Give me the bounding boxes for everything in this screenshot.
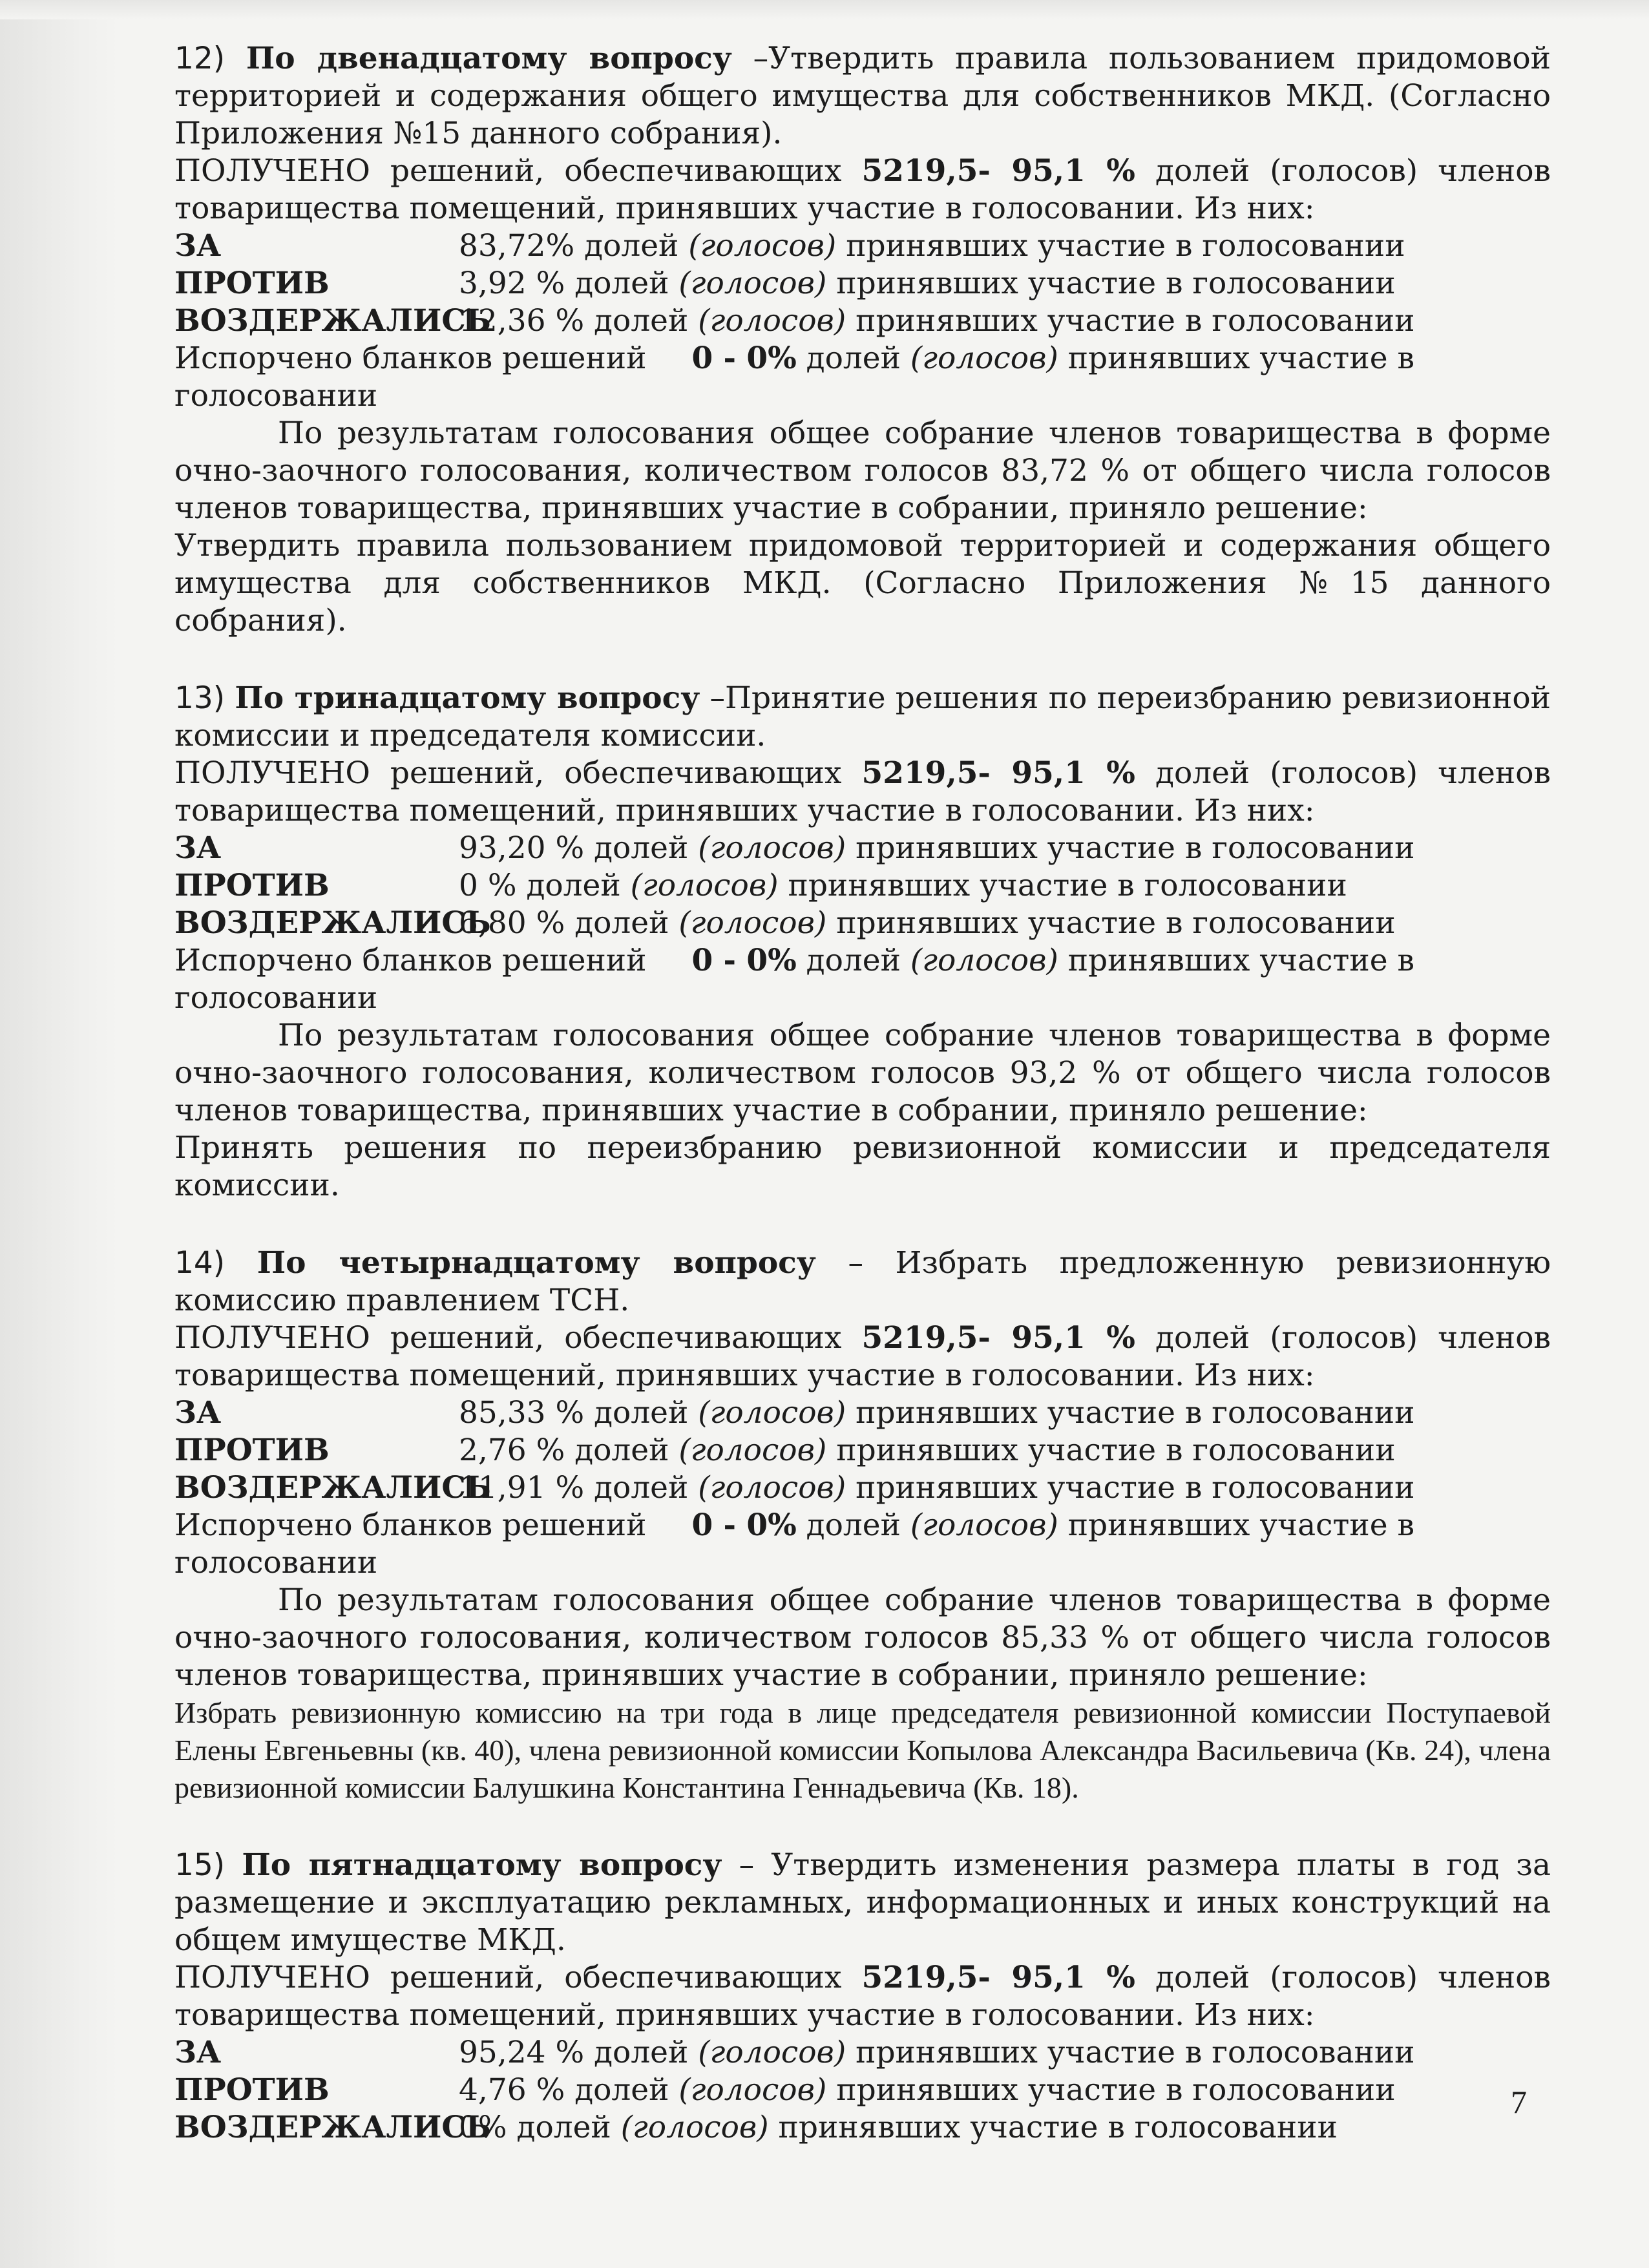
vote-against-row: ПРОТИВ 2,76 % долей (голосов) принявших участие в голосовании [174, 1433, 1396, 1468]
question-15-section [174, 1847, 1551, 2147]
decision-paragraph: Избрать ревизионную комиссию на три года в лице председателя ревизионной комиссии Поступаевой Елены Евгеньевны (кв. 40), члена ревизионной комиссии Копылова Александра Васильевича (Кв. 24), члена ревизионной комиссии Балушкина Константина Геннадьевича (Кв. 18). [174, 1696, 1551, 1804]
result-paragraph: По результатам голосования общее собрание членов товарищества в форме очно-заочного голосования, количеством голосов 85,33 % от общего числа голосов членов товарищества, принявших участие в собрании, приняло решение: [174, 1582, 1551, 1693]
vote-for-row: ЗА 85,33 % долей (голосов) принявших участие в голосовании [174, 1395, 1415, 1431]
vote-abstain-row: ВОЗДЕРЖАЛИСЬ 0% долей (голосов) принявших участие в голосовании [174, 2110, 1338, 2145]
spoiled-ballots-line: Испорчено бланков решений 0 - 0% долей (голосов) принявших участие в голосовании [174, 943, 1414, 1016]
vote-abstain-row: ВОЗДЕРЖАЛИСЬ 11,91 % долей (голосов) принявших участие в голосовании [174, 1470, 1415, 1506]
result-paragraph: По результатам голосования общее собрание членов товарищества в форме очно-заочного голосования, количеством голосов 83,72 % от общего числа голосов членов товарищества, принявших участие в собрании, приняло решение: [174, 415, 1551, 526]
vote-abstain-row: ВОЗДЕРЖАЛИСЬ 6,80 % долей (голосов) принявших участие в голосовании [174, 905, 1396, 941]
vote-for-row: ЗА 93,20 % долей (голосов) принявших участие в голосовании [174, 830, 1415, 866]
vote-against-row: ПРОТИВ 3,92 % долей (голосов) принявших участие в голосовании [174, 266, 1396, 301]
scan-shadow-top [0, 0, 1649, 19]
vote-abstain-row: ВОЗДЕРЖАЛИСЬ 12,36 % долей (голосов) принявших участие в голосовании [174, 303, 1415, 339]
vote-against-row: ПРОТИВ 0 % долей (голосов) принявших участие в голосовании [174, 868, 1347, 903]
received-line: ПОЛУЧЕНО решений, обеспечивающих 5219,5- 95,1 % долей (голосов) членов товарищества помещений, принявших участие в голосовании. Из них: [174, 1960, 1551, 2033]
vote-against-row: ПРОТИВ 4,76 % долей (голосов) принявших участие в голосовании [174, 2072, 1396, 2108]
received-line: ПОЛУЧЕНО решений, обеспечивающих 5219,5- 95,1 % долей (голосов) членов товарищества помещений, принявших участие в голосовании. Из них: [174, 755, 1551, 828]
question-13-section [174, 680, 1551, 1204]
question-14-section [174, 1244, 1551, 1807]
vote-for-row: ЗА 95,24 % долей (голосов) принявших участие в голосовании [174, 2035, 1415, 2070]
document-page [174, 40, 1551, 2187]
scan-shadow-left [0, 0, 120, 2268]
result-paragraph: По результатам голосования общее собрание членов товарищества в форме очно-заочного голосования, количеством голосов 93,2 % от общего числа голосов членов товарищества, принявших участие в собрании, приняло решение: [174, 1018, 1551, 1128]
spoiled-ballots-line: Испорчено бланков решений 0 - 0% долей (голосов) принявших участие в голосовании [174, 341, 1414, 414]
question-heading: 14) По четырнадцатому вопросу – Избрать предложенную ревизионную комиссию правлением ТСН. [174, 1245, 1551, 1318]
spoiled-ballots-line: Испорчено бланков решений 0 - 0% долей (голосов) принявших участие в голосовании [174, 1507, 1414, 1580]
received-line: ПОЛУЧЕНО решений, обеспечивающих 5219,5- 95,1 % долей (голосов) членов товарищества помещений, принявших участие в голосовании. Из них: [174, 153, 1551, 226]
question-heading: 13) По тринадцатому вопросу –Принятие решения по переизбранию ревизионной комиссии и председателя комиссии. [174, 680, 1551, 753]
question-12-section [174, 40, 1551, 640]
question-heading: 12) По двенадцатому вопросу –Утвердить правила пользованием придомовой территорией и содержания общего имущества для собственников МКД. (Согласно Приложения №15 данного собрания). [174, 41, 1551, 151]
decision-paragraph: Принять решения по переизбранию ревизионной комиссии и председателя комиссии. [174, 1130, 1551, 1203]
page-number: 7 [1511, 2084, 1527, 2120]
received-line: ПОЛУЧЕНО решений, обеспечивающих 5219,5- 95,1 % долей (голосов) членов товарищества помещений, принявших участие в голосовании. Из них: [174, 1320, 1551, 1393]
question-heading: 15) По пятнадцатому вопросу – Утвердить изменения размера платы в год за размещение и эксплуатацию рекламных, информационных и иных конструкций на общем имуществе МКД. [174, 1847, 1551, 1958]
decision-paragraph: Утвердить правила пользованием придомовой территорией и содержания общего имущества для собственников МКД. (Согласно Приложения №15 данного собрания). [174, 528, 1551, 638]
vote-for-row: ЗА 83,72% долей (голосов) принявших участие в голосовании [174, 228, 1405, 264]
